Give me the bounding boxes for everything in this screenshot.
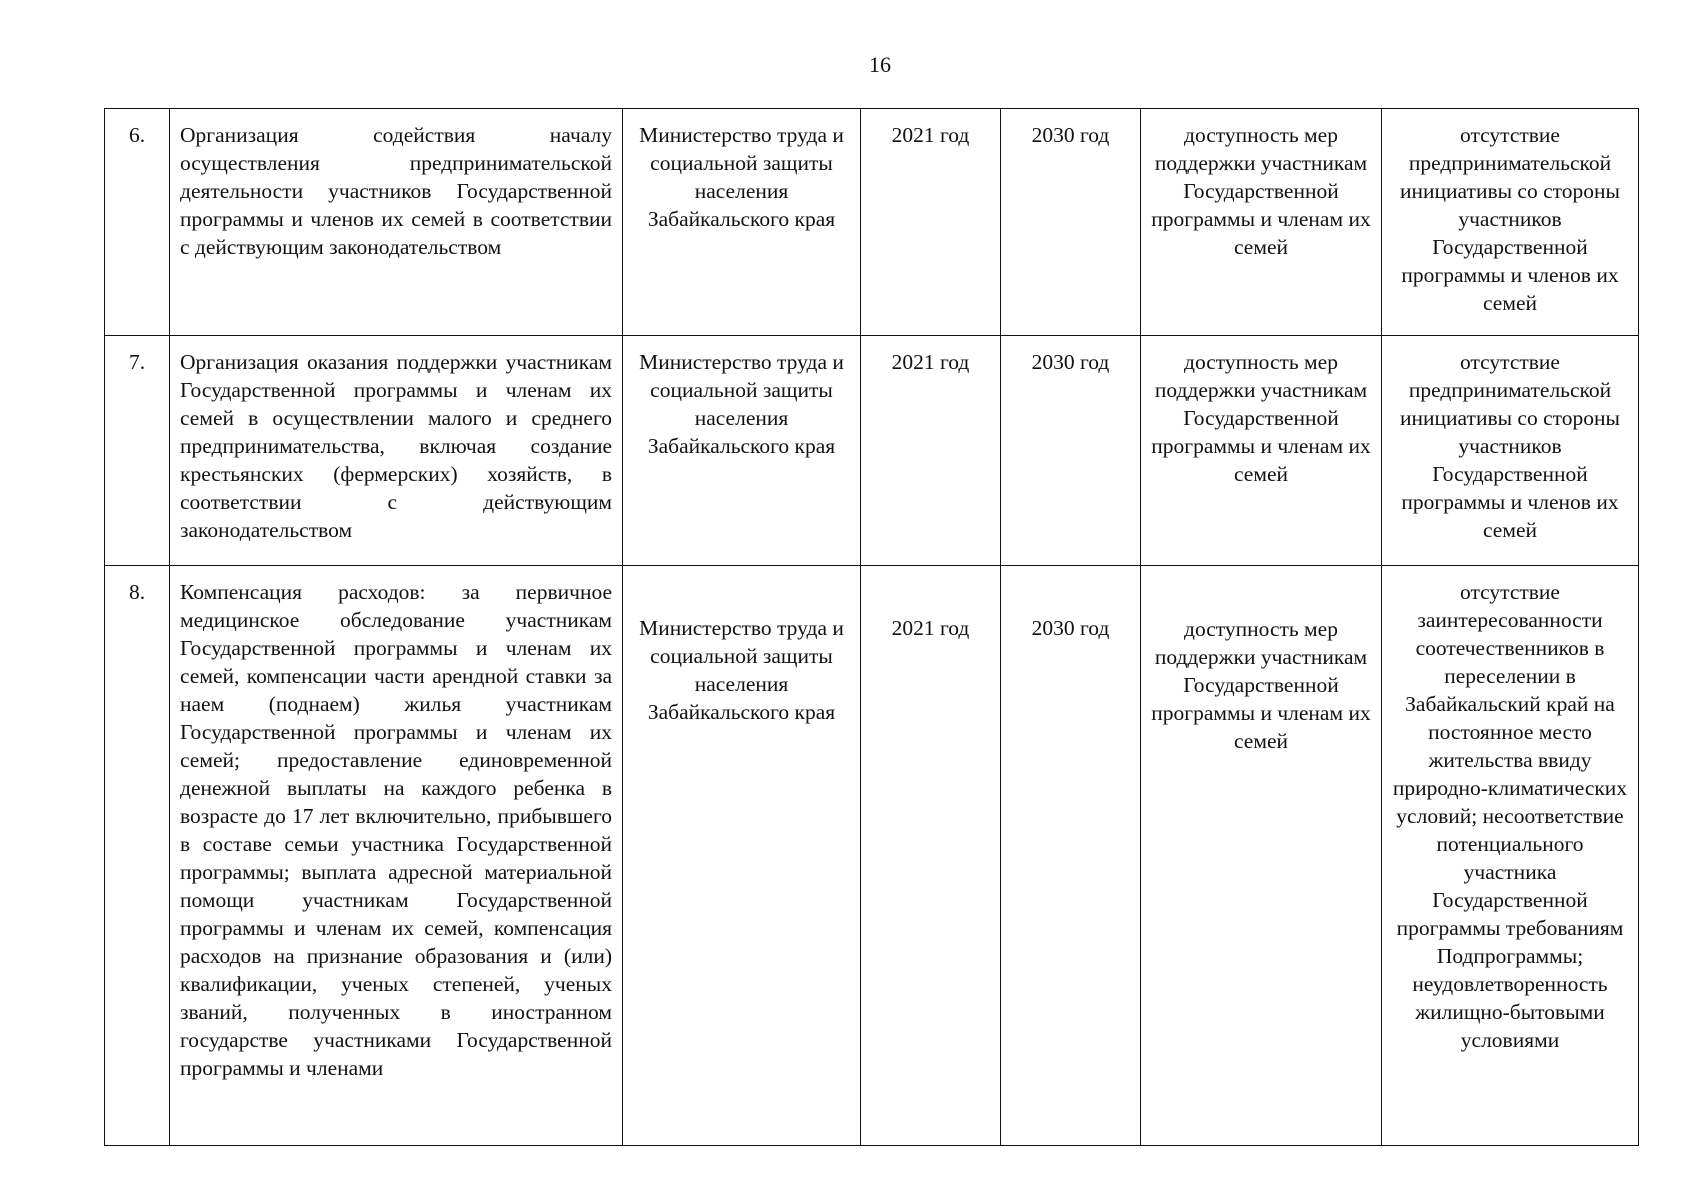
- row-number: 6.: [105, 109, 170, 336]
- start-year: 2021 год: [861, 109, 1001, 336]
- end-year: 2030 год: [1001, 109, 1141, 336]
- end-year: 2030 год: [1001, 336, 1141, 566]
- expected-result: доступность мер поддержки участникам Государственной программы и членам их семей: [1141, 566, 1382, 1146]
- page-number: 16: [869, 52, 891, 77]
- start-year: 2021 год: [861, 336, 1001, 566]
- risk: отсутствие предпринимательской инициативы со стороны участников Государственной программы и членов их семей: [1382, 109, 1639, 336]
- table-row: [105, 109, 1639, 336]
- executor: Министерство труда и социальной защиты населения Забайкальского края: [623, 109, 861, 336]
- measure-name: Компенсация расходов: за первичное медицинское обследование участникам Государственной программы и членам их семей, компенсации части арендной ставки за наем (поднаем) жилья участникам Государственной программы и членам их семей; предоставление единовременной денежной выплаты на каждого ребенка в возрасте до 17 лет включительно, прибывшего в составе семьи участника Государственной программы; выплата адресной материальной помощи участникам Государственной программы и членам их семей, компенсация расходов на признание образования и (или) квалификации, ученых степеней, ученых званий, полученных в иностранном государстве участниками Государственной программы и членами: [170, 566, 623, 1146]
- measures-table: [104, 108, 1639, 1146]
- table-row: [105, 336, 1639, 566]
- expected-result: доступность мер поддержки участникам Государственной программы и членам их семей: [1141, 336, 1382, 566]
- end-year: 2030 год: [1001, 566, 1141, 1146]
- executor: Министерство труда и социальной защиты населения Забайкальского края: [623, 566, 861, 1146]
- risk: отсутствие заинтересованности соотечественников в переселении в Забайкальский край на постоянное место жительства ввиду природно-климатических условий; несоответствие потенциального участника Государственной программы требованиям Подпрограммы; неудовлетворенность жилищно-бытовыми условиями: [1382, 566, 1639, 1146]
- measure-name: Организация оказания поддержки участникам Государственной программы и членам их семей в осуществлении малого и среднего предпринимательства, включая создание крестьянских (фермерских) хозяйств, в соответствии с действующим законодательством: [170, 336, 623, 566]
- measure-name: Организация содействия началу осуществления предпринимательской деятельности участников Государственной программы и членов их семей в соответствии с действующим законодательством: [170, 109, 623, 336]
- row-number: 7.: [105, 336, 170, 566]
- row-number: 8.: [105, 566, 170, 1146]
- expected-result: доступность мер поддержки участникам Государственной программы и членам их семей: [1141, 109, 1382, 336]
- start-year: 2021 год: [861, 566, 1001, 1146]
- table-row: [105, 566, 1639, 1146]
- executor: Министерство труда и социальной защиты населения Забайкальского края: [623, 336, 861, 566]
- risk: отсутствие предпринимательской инициативы со стороны участников Государственной программы и членов их семей: [1382, 336, 1639, 566]
